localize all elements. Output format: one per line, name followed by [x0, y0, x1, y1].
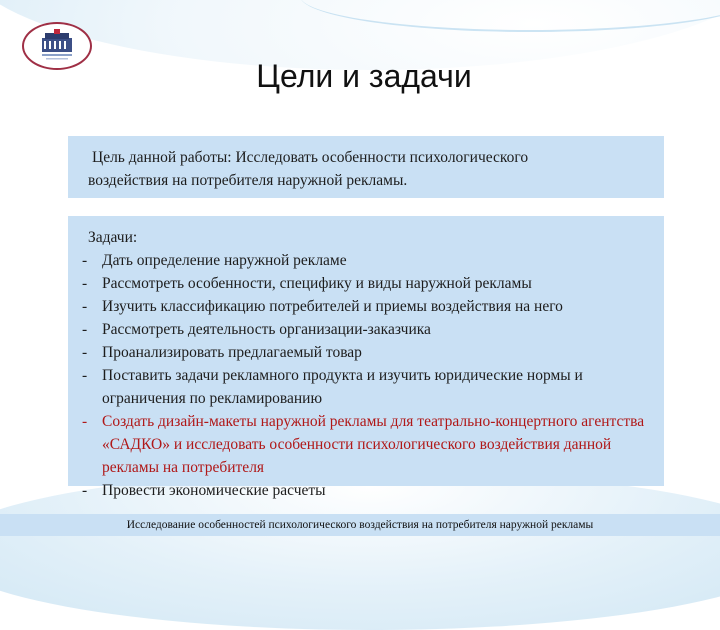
task-item	[68, 295, 654, 318]
task-item	[68, 318, 654, 341]
bullet-dash: -	[82, 252, 88, 269]
task-text: Провести экономические расчеты	[102, 482, 326, 499]
task-item	[68, 249, 654, 272]
bullet-dash: -	[82, 298, 88, 315]
task-item-highlighted	[68, 410, 654, 479]
footer-caption: Исследование особенностей психологического воздействия на потребителя наружной рекламы	[0, 514, 720, 536]
goal-box	[68, 136, 664, 198]
goal-line-2: воздействия на потребителя наружной рекламы.	[88, 172, 408, 189]
task-text: Изучить классификацию потребителей и приемы воздействия на него	[102, 298, 563, 315]
task-item	[68, 341, 654, 364]
task-item	[68, 364, 654, 410]
task-text: Поставить задачи рекламного продукта и изучить юридические нормы и ограничения по рекламированию	[102, 367, 583, 407]
bullet-dash: -	[82, 344, 88, 361]
bullet-dash: -	[82, 482, 88, 499]
tasks-heading: Задачи:	[88, 229, 138, 246]
page-title: Цели и задачи	[256, 58, 472, 94]
task-item	[68, 479, 654, 502]
task-text: Дать определение наружной рекламе	[102, 252, 347, 269]
task-text: Рассмотреть особенности, специфику и виды наружной рекламы	[102, 275, 532, 292]
task-item	[68, 272, 654, 295]
task-text: Рассмотреть деятельность организации-заказчика	[102, 321, 431, 338]
bullet-dash: -	[82, 321, 88, 338]
task-text: Создать дизайн-макеты наружной рекламы для театрально-концертного агентства «САДКО» и исследовать особенности психологического воздействия данной рекламы на потребителя	[102, 413, 645, 476]
goal-line-1: Цель данной работы: Исследовать особенности психологического	[92, 149, 529, 166]
bullet-dash: -	[82, 275, 88, 292]
task-text: Проанализировать предлагаемый товар	[102, 344, 362, 361]
tasks-box	[68, 216, 664, 499]
bullet-dash: -	[82, 413, 88, 430]
bullet-dash: -	[82, 367, 88, 384]
